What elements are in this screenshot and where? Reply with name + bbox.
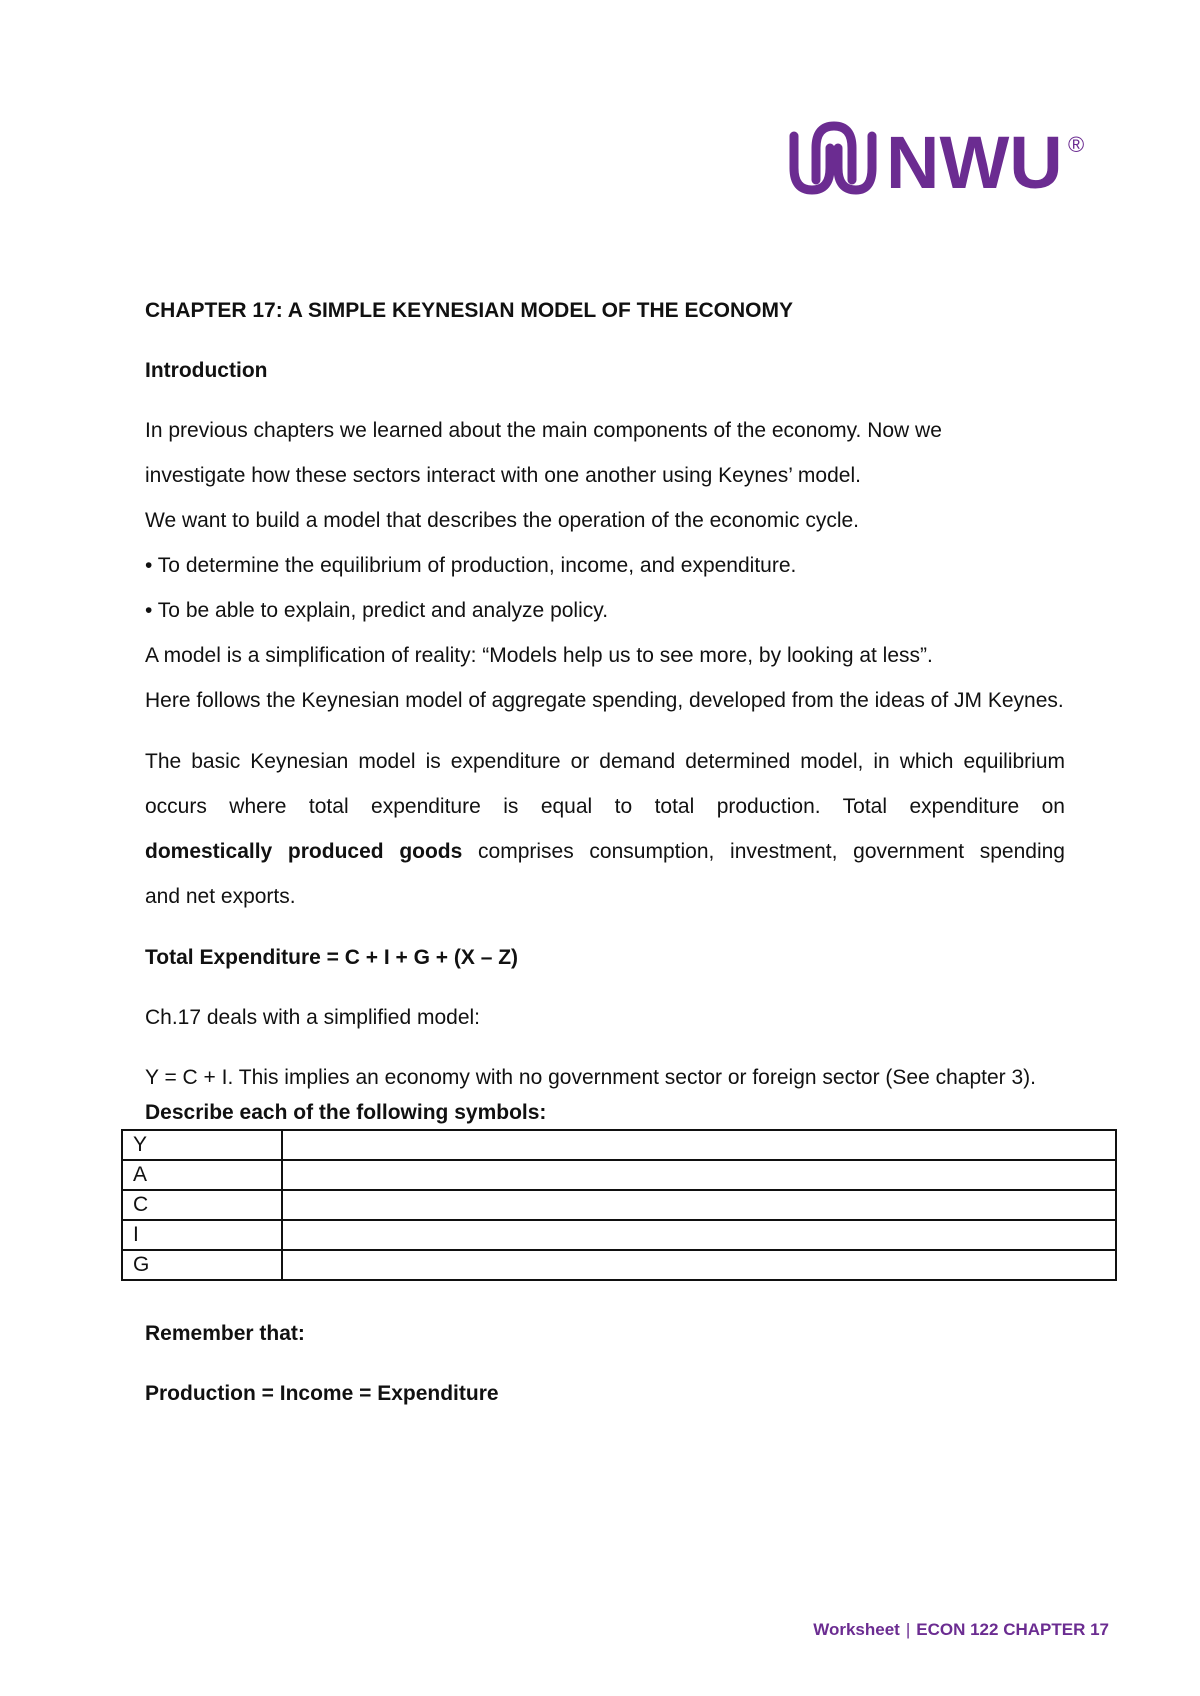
nwu-wordmark: NWU	[886, 121, 1063, 204]
table-row	[122, 1250, 1116, 1280]
total-expenditure-equation: Total Expenditure = C + I + G + (X – Z)	[145, 946, 519, 969]
basic-model-line: and net exports.	[145, 885, 296, 908]
intro-line: In previous chapters we learned about the main components of the economy. Now we	[145, 419, 942, 442]
footer-separator: |	[905, 1620, 911, 1639]
intro-bullet: • To be able to explain, predict and analyze policy.	[145, 599, 609, 622]
description-cell[interactable]	[282, 1250, 1116, 1280]
symbol-cell: C	[122, 1190, 282, 1220]
description-cell[interactable]	[282, 1160, 1116, 1190]
symbols-table	[121, 1129, 1117, 1281]
description-cell[interactable]	[282, 1190, 1116, 1220]
basic-model-line	[145, 829, 1065, 874]
bold-phrase: domestically produced goods	[145, 840, 463, 863]
table-row	[122, 1190, 1116, 1220]
remember-heading: Remember that:	[145, 1322, 305, 1345]
intro-line: investigate how these sectors interact with one another using Keynes’ model.	[145, 464, 861, 487]
simplified-model-equation: Y = C + I. This implies an economy with no government sector or foreign sector (See chapter 3).	[145, 1066, 1036, 1089]
intro-bullet: • To determine the equilibrium of production, income, and expenditure.	[145, 554, 797, 577]
symbol-cell: Y	[122, 1130, 282, 1160]
intro-line: A model is a simplification of reality: “Models help us to see more, by looking at less”.	[145, 644, 933, 667]
basic-model-line: occurs where total expenditure is equal to total production. Total expenditure on	[145, 795, 1065, 818]
description-cell[interactable]	[282, 1220, 1116, 1250]
footer-label: Worksheet	[813, 1620, 900, 1639]
intro-heading: Introduction	[145, 359, 268, 382]
footer-course: ECON 122 CHAPTER 17	[916, 1620, 1109, 1639]
chapter-title: CHAPTER 17: A SIMPLE KEYNESIAN MODEL OF THE ECONOMY	[145, 299, 793, 322]
nwu-logo	[786, 118, 1096, 208]
table-row	[122, 1220, 1116, 1250]
basic-model-text: comprises consumption, investment, government spending	[462, 840, 1065, 863]
basic-model-line: The basic Keynesian model is expenditure or demand determined model, in which equilibrium	[145, 750, 1065, 773]
registered-mark: ®	[1068, 132, 1085, 157]
page-footer	[813, 1620, 1109, 1640]
main-content	[145, 288, 1065, 1100]
symbol-cell: I	[122, 1220, 282, 1250]
simplified-model-intro: Ch.17 deals with a simplified model:	[145, 1006, 480, 1029]
table-row	[122, 1130, 1116, 1160]
nwu-logo-graphic	[786, 118, 1096, 208]
symbol-cell: A	[122, 1160, 282, 1190]
intro-line: Here follows the Keynesian model of aggregate spending, developed from the ideas of JM Keynes.	[145, 689, 1064, 712]
symbol-cell: G	[122, 1250, 282, 1280]
description-cell[interactable]	[282, 1130, 1116, 1160]
production-identity: Production = Income = Expenditure	[145, 1382, 499, 1405]
symbols-title: Describe each of the following symbols:	[145, 1101, 547, 1124]
intro-line: We want to build a model that describes the operation of the economic cycle.	[145, 509, 860, 532]
table-row	[122, 1160, 1116, 1190]
nwu-emblem-icon	[794, 126, 872, 190]
